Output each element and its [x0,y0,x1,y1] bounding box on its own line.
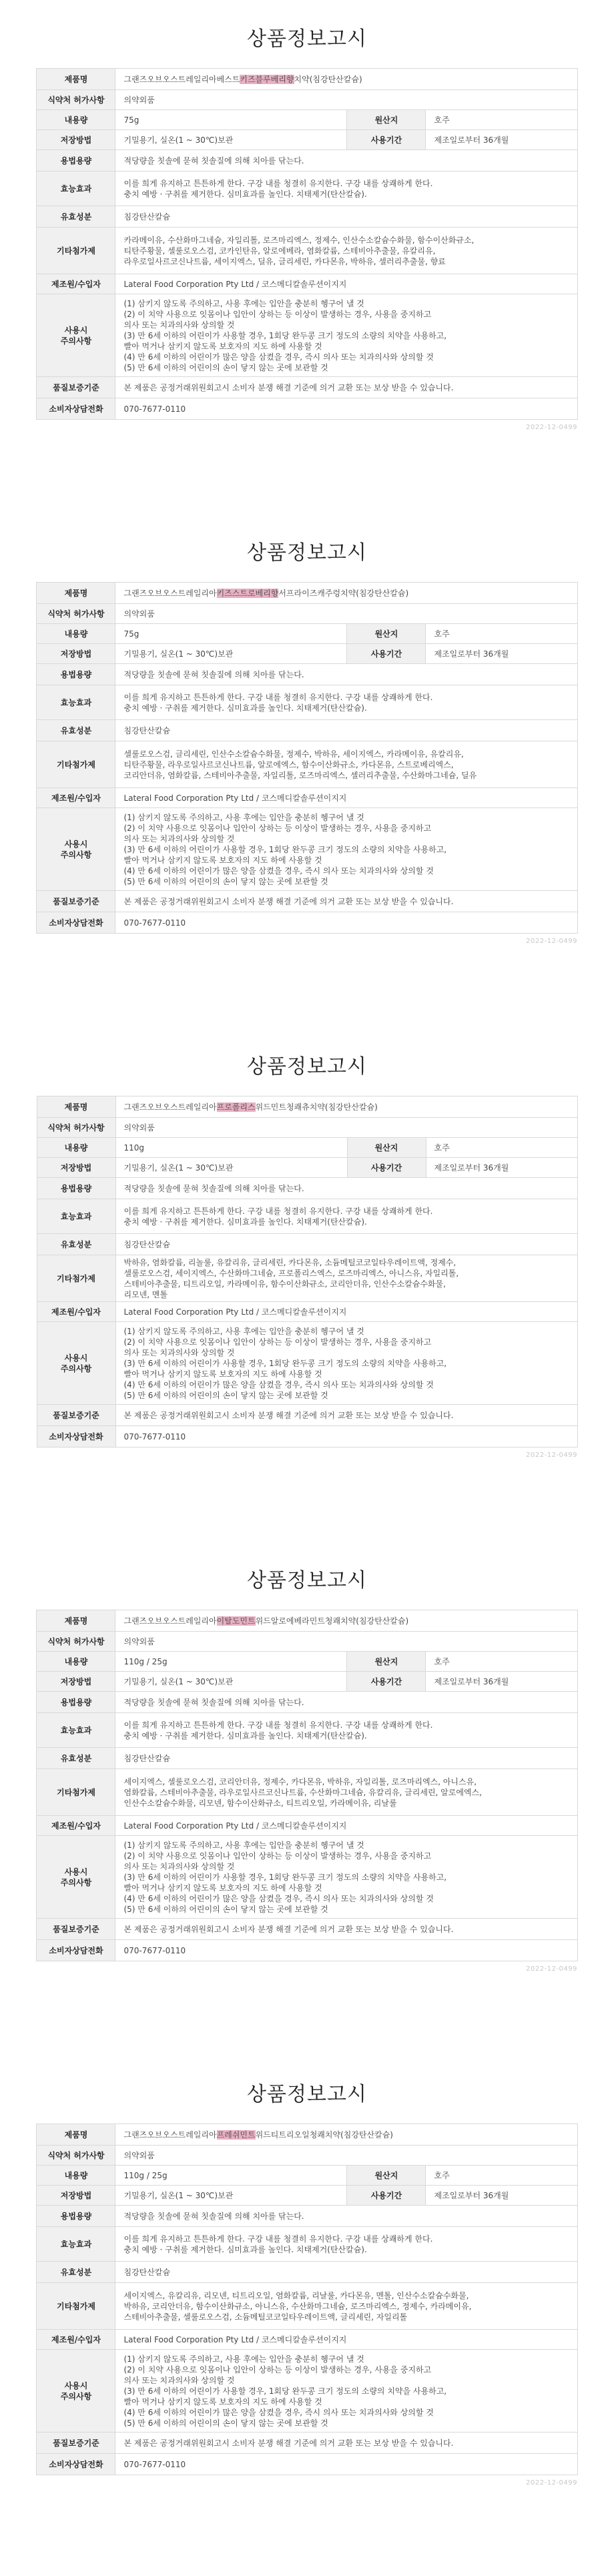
row-volume [37,2166,577,2186]
label-cautions: 사용시 주의사항 [37,1836,115,1919]
label-volume: 내용량 [37,1652,115,1672]
label-volume: 내용량 [37,1138,115,1158]
label-storage: 저장방법 [37,1158,115,1178]
value-expiry: 제조일로부터 36개월 [426,130,577,150]
value-usage: 적당량을 칫솔에 묻혀 칫솔질에 의해 치아를 닦는다. [115,2206,577,2227]
label-active: 유효성분 [37,1748,115,1769]
section-title: 상품정보고시 [247,1569,367,1592]
row-additives [37,1255,577,1302]
label-manufacturer: 제조원/수입자 [37,2330,115,2350]
product-name-highlight: 프레쉬민트 [216,2130,256,2140]
value-origin: 호주 [426,2166,577,2186]
label-origin: 원산지 [347,110,426,130]
value-storage: 기밀용기, 실온(1 ~ 30℃)보관 [115,2186,347,2206]
value-permit: 의약외품 [115,90,577,110]
value-product-name [115,1610,577,1632]
value-usage: 적당량을 칫솔에 묻혀 칫솔질에 의해 치아를 닦는다. [115,1178,577,1199]
row-active [37,206,577,228]
label-product-name: 제품명 [37,1610,115,1632]
value-cautions: (1) 삼키지 않도록 주의하고, 사용 후에는 입안을 충분히 헹구어 낼 것 (2) 이 치약 사용으로 잇몸이나 입안이 상하는 등 이상이 발생하는 경우, 사용을 중지하고 의사 또는 치과의사와 상의할 것 (3) 만 6세 이하의 어린이가 사용할 경우, 1회당 완두콩 크기 정도의 소량의 치약을 사용하고, 빨아 먹거나 삼키지 않도록 보호자의 지도 하에 사용할 것 (4) 만 6세 이하의 어린이가 많은 양을 삼켰을 경우, 즉시 의사 또는 치과의사와 상의할 것 (5) 만 6세 이하의 어린이의 손이 닿지 않는 곳에 보관할 것 [115,808,577,891]
label-consumer: 소비자상담전화 [37,912,115,934]
value-origin: 호주 [426,1652,577,1672]
product-info-table [36,582,577,934]
label-effects: 효능효과 [37,685,115,720]
label-cautions: 사용시 주의사항 [37,294,115,377]
product-name-highlight: 키즈블루베리향 [240,74,294,84]
value-effects: 이를 희게 유지하고 튼튼하게 한다. 구강 내를 청결히 유지한다. 구강 내를 상쾌하게 한다. 충치 예방 · 구취를 제거한다. 심미효과를 높인다. 치태제거(탄산칼슘). [115,1713,577,1748]
value-additives: 세이지엑스, 유칼리유, 리모넨, 티트리오일, 염화칼륨, 리날룰, 카다몬유, 멘톨, 인산수소칼슘수화물, 박하유, 코리안더유, 함수이산화규소, 아니스유, 수산화마그네슘, 로즈마리엑스, 정제수, 카라메이유, 스테비아추출물, 셀룰로오스검, 소듐메틸코코일타우레이트액, 글리세린, 자일리톨 [115,2283,577,2330]
value-permit: 의약외품 [115,2146,577,2166]
product-name-prefix: 그랜즈오브오스트레일리아베스트 [123,74,240,84]
label-expiry: 사용기간 [347,1158,426,1178]
value-product-name [115,2124,577,2146]
product-info-table [36,2124,577,2475]
value-consumer-phone: 070-7677-0110 [115,398,577,420]
value-storage: 기밀용기, 실온(1 ~ 30℃)보관 [115,644,347,664]
row-storage [37,1158,577,1178]
reference-number: 2022-12-0499 [526,2479,577,2487]
product-info-table [37,1096,578,1447]
row-active [37,1234,577,1255]
value-cautions: (1) 삼키지 않도록 주의하고, 사용 후에는 입안을 충분히 헹구어 낼 것 (2) 이 치약 사용으로 잇몸이나 입안이 상하는 등 이상이 발생하는 경우, 사용을 중지하고 의사 또는 치과의사와 상의할 것 (3) 만 6세 이하의 어린이가 사용할 경우, 1회당 완두콩 크기 정도의 소량의 치약을 사용하고, 빨아 먹거나 삼키지 않도록 보호자의 지도 하에 사용할 것 (4) 만 6세 이하의 어린이가 많은 양을 삼켰을 경우, 즉시 의사 또는 치과의사와 상의할 것 (5) 만 6세 이하의 어린이의 손이 닿지 않는 곳에 보관할 것 [115,2350,577,2433]
value-usage: 적당량을 칫솔에 묻혀 칫솔질에 의해 치아를 닦는다. [115,1692,577,1713]
label-effects: 효능효과 [37,1199,115,1234]
product-info-section [0,2055,614,2569]
product-name-highlight: 프로폴리스 [216,1102,256,1112]
row-warranty [37,2433,577,2454]
product-name-suffix: 위드티트리오일청쾌치약(침강탄산칼슘) [255,2130,393,2140]
value-permit: 의약외품 [115,1118,577,1138]
value-effects: 이를 희게 유지하고 튼튼하게 한다. 구강 내를 청결히 유지한다. 구강 내를 상쾌하게 한다. 충치 예방 · 구취를 제거한다. 심미효과를 높인다. 치태제거(탄산칼슘). [115,172,577,206]
value-expiry: 제조일로부터 36개월 [426,644,577,664]
label-permit: 식약처 허가사항 [37,1118,115,1138]
reference-number: 2022-12-0499 [526,424,577,431]
label-product-name: 제품명 [37,69,115,90]
product-info-table [36,1610,577,1961]
reference-number: 2022-12-0499 [526,1965,577,1973]
row-active [37,720,577,741]
label-origin: 원산지 [347,1652,426,1672]
label-usage: 용법용량 [37,664,115,685]
value-storage: 기밀용기, 실온(1 ~ 30℃)보관 [115,1672,347,1692]
label-storage: 저장방법 [37,2186,115,2206]
row-product-name [37,2124,577,2146]
product-name-suffix: 치약(침강탄산칼슘) [294,74,362,84]
row-manufacturer [37,788,577,808]
row-active [37,1748,577,1769]
label-expiry: 사용기간 [347,2186,426,2206]
label-additives: 기타첨가제 [37,228,115,274]
reference-number: 2022-12-0499 [526,938,577,945]
product-info-section [0,1542,614,2055]
value-manufacturer: Lateral Food Corporation Pty Ltd / 코스메디칼솔루션이지지 [115,274,577,294]
row-cautions [37,808,577,891]
row-permit [37,1632,577,1652]
row-warranty [37,1405,577,1426]
label-active: 유효성분 [37,206,115,228]
label-storage: 저장방법 [37,644,115,664]
label-product-name: 제품명 [37,2124,115,2146]
value-volume: 110g [115,1138,347,1158]
value-cautions: (1) 삼키지 않도록 주의하고, 사용 후에는 입안을 충분히 헹구어 낼 것 (2) 이 치약 사용으로 잇몸이나 입안이 상하는 등 이상이 발생하는 경우, 사용을 중지하고 의사 또는 치과의사와 상의할 것 (3) 만 6세 이하의 어린이가 사용할 경우, 1회당 완두콩 크기 정도의 소량의 치약을 사용하고, 빨아 먹거나 삼키지 않도록 보호자의 지도 하에 사용할 것 (4) 만 6세 이하의 어린이가 많은 양을 삼켰을 경우, 즉시 의사 또는 치과의사와 상의할 것 (5) 만 6세 이하의 어린이의 손이 닿지 않는 곳에 보관할 것 [115,1322,577,1405]
row-manufacturer [37,1816,577,1836]
label-consumer: 소비자상담전화 [37,2454,115,2475]
value-warranty: 본 제품은 공정거래위원회고시 소비자 분쟁 해결 기준에 의거 교환 또는 보상 받을 수 있습니다. [115,377,577,398]
label-warranty: 품질보증기준 [37,1405,115,1426]
label-storage: 저장방법 [37,130,115,150]
row-usage [37,150,577,172]
product-name-prefix: 그랜즈오브오스트레일리아 [123,588,217,598]
label-effects: 효능효과 [37,172,115,206]
product-name-highlight: 키즈스트로베리향 [216,588,279,598]
label-active: 유효성분 [37,720,115,741]
label-manufacturer: 제조원/수입자 [37,1302,115,1322]
row-additives [37,1769,577,1816]
value-storage: 기밀용기, 실온(1 ~ 30℃)보관 [115,130,347,150]
section-title: 상품정보고시 [247,541,367,565]
row-permit [37,2146,577,2166]
label-warranty: 품질보증기준 [37,1919,115,1940]
label-additives: 기타첨가제 [37,1255,115,1302]
product-name-prefix: 그랜즈오브오스트레일리아 [123,2130,217,2140]
label-consumer: 소비자상담전화 [37,1426,115,1447]
label-consumer: 소비자상담전화 [37,398,115,420]
value-expiry: 제조일로부터 36개월 [426,1158,577,1178]
value-cautions: (1) 삼키지 않도록 주의하고, 사용 후에는 입안을 충분히 헹구어 낼 것 (2) 이 치약 사용으로 잇몸이나 입안이 상하는 등 이상이 발생하는 경우, 사용을 중지하고 의사 또는 치과의사와 상의할 것 (3) 만 6세 이하의 어린이가 사용할 경우, 1회당 완두콩 크기 정도의 소량의 치약을 사용하고, 빨아 먹거나 삼키지 않도록 보호자의 지도 하에 사용할 것 (4) 만 6세 이하의 어린이가 많은 양을 삼켰을 경우, 즉시 의사 또는 치과의사와 상의할 것 (5) 만 6세 이하의 어린이의 손이 닿지 않는 곳에 보관할 것 [115,1836,577,1919]
row-usage [37,664,577,685]
value-additives: 박하유, 염화칼륨, 리놀룰, 유칼리유, 글리세린, 카다몬유, 소듐메틸코코일타우레이트액, 정제수, 셀룰로오스검, 세이지엑스, 수산화마그네슘, 프로폴리스엑스, 로즈마리엑스, 아니스유, 자일리톨, 스테비아추출물, 티트리오일, 카라메이유, 함수이산화규소, 코리안더유, 인산수소칼슘수화물, 리모넨, 멘톨 [115,1255,577,1302]
row-effects [37,2227,577,2262]
label-warranty: 품질보증기준 [37,2433,115,2454]
value-origin: 호주 [426,110,577,130]
value-active: 침강탄산칼슘 [115,206,577,228]
label-origin: 원산지 [347,1138,426,1158]
product-name-suffix: 서프라이즈캐주렁치약(침강탄산칼슘) [278,588,409,598]
row-permit [37,90,577,110]
row-volume [37,110,577,130]
value-active: 침강탄산칼슘 [115,2262,577,2283]
label-warranty: 품질보증기준 [37,891,115,912]
product-info-section [0,514,614,1028]
row-effects [37,1199,577,1234]
value-cautions: (1) 삼키지 않도록 주의하고, 사용 후에는 입안을 충분히 헹구어 낼 것 (2) 이 치약 사용으로 잇몸이나 입안이 상하는 등 이상이 발생하는 경우, 사용을 중지하고 의사 또는 치과의사와 상의할 것 (3) 만 6세 이하의 어린이가 사용할 경우, 1회당 완두콩 크기 정도의 소량의 치약을 사용하고, 빨아 먹거나 삼키지 않도록 보호자의 지도 하에 사용할 것 (4) 만 6세 이하의 어린이가 많은 양을 삼켰을 경우, 즉시 의사 또는 치과의사와 상의할 것 (5) 만 6세 이하의 어린이의 손이 닿지 않는 곳에 보관할 것 [115,294,577,377]
value-warranty: 본 제품은 공정거래위원회고시 소비자 분쟁 해결 기준에 의거 교환 또는 보상 받을 수 있습니다. [115,891,577,912]
value-manufacturer: Lateral Food Corporation Pty Ltd / 코스메디칼솔루션이지지 [115,1302,577,1322]
label-usage: 용법용량 [37,150,115,172]
row-warranty [37,891,577,912]
label-volume: 내용량 [37,2166,115,2186]
row-effects [37,172,577,206]
row-active [37,2262,577,2283]
label-volume: 내용량 [37,110,115,130]
section-title: 상품정보고시 [247,27,367,51]
row-product-name [37,1096,577,1118]
section-title: 상품정보고시 [247,1055,367,1078]
row-usage [37,1692,577,1713]
product-info-section [0,1028,614,1542]
value-product-name [115,1096,577,1118]
label-expiry: 사용기간 [347,644,426,664]
row-volume [37,1138,577,1158]
row-storage [37,644,577,664]
row-manufacturer [37,1302,577,1322]
product-name-prefix: 그랜즈오브오스트레일리아 [123,1102,217,1112]
row-effects [37,685,577,720]
value-manufacturer: Lateral Food Corporation Pty Ltd / 코스메디칼솔루션이지지 [115,788,577,808]
value-additives: 세이지엑스, 셀룰로오스검, 코리안더유, 정제수, 카다몬유, 박하유, 자일리톨, 로즈마리엑스, 아니스유, 염화칼륨, 스테비아추출물, 라우로일사르코신나트륨, 수산화마그네슘, 유칼리유, 글리세린, 알로에엑스, 인산수소칼슘수화물, 리모넨, 함수이산화규소, 티트리오일, 카라메이유, 리날룰 [115,1769,577,1816]
label-additives: 기타첨가제 [37,2283,115,2330]
label-cautions: 사용시 주의사항 [37,808,115,891]
value-origin: 호주 [426,1138,577,1158]
reference-number: 2022-12-0499 [526,1452,577,1459]
label-permit: 식약처 허가사항 [37,90,115,110]
label-storage: 저장방법 [37,1672,115,1692]
row-product-name [37,1610,577,1632]
label-effects: 효능효과 [37,2227,115,2262]
row-storage [37,2186,577,2206]
label-additives: 기타첨가제 [37,1769,115,1816]
value-volume: 75g [115,110,347,130]
value-expiry: 제조일로부터 36개월 [426,1672,577,1692]
row-volume [37,624,577,644]
row-warranty [37,377,577,398]
label-permit: 식약처 허가사항 [37,604,115,624]
label-effects: 효능효과 [37,1713,115,1748]
value-product-name [115,583,577,604]
value-additives: 카라메이유, 수산화마그네슘, 자일리톨, 로즈마리엑스, 정제수, 인산수소칼슘수화물, 함수이산화규소, 티탄주황물, 셀룰로오스검, 코카인탄유, 알로에베라, 염화칼륨, 스테비아추출물, 유칼리유, 라우로일사르코신나트륨, 세이지엑스, 딜유, 글리세린, 카다몬유, 박하유, 셀러리추출물, 향료 [115,228,577,274]
value-warranty: 본 제품은 공정거래위원회고시 소비자 분쟁 해결 기준에 의거 교환 또는 보상 받을 수 있습니다. [115,1919,577,1940]
label-manufacturer: 제조원/수입자 [37,274,115,294]
row-consumer [37,1426,577,1447]
value-active: 침강탄산칼슘 [115,720,577,741]
row-product-name [37,583,577,604]
row-consumer [37,398,577,420]
label-manufacturer: 제조원/수입자 [37,788,115,808]
row-storage [37,1672,577,1692]
value-permit: 의약외품 [115,1632,577,1652]
row-additives [37,741,577,788]
row-additives [37,2283,577,2330]
value-volume: 75g [115,624,347,644]
value-origin: 호주 [426,624,577,644]
value-consumer-phone: 070-7677-0110 [115,1940,577,1961]
value-active: 침강탄산칼슘 [115,1234,577,1255]
label-consumer: 소비자상담전화 [37,1940,115,1961]
row-consumer [37,2454,577,2475]
value-consumer-phone: 070-7677-0110 [115,1426,577,1447]
row-cautions [37,1322,577,1405]
value-warranty: 본 제품은 공정거래위원회고시 소비자 분쟁 해결 기준에 의거 교환 또는 보상 받을 수 있습니다. [115,2433,577,2454]
row-consumer [37,1940,577,1961]
value-product-name [115,69,577,90]
value-usage: 적당량을 칫솔에 묻혀 칫솔질에 의해 치아를 닦는다. [115,664,577,685]
value-active: 침강탄산칼슘 [115,1748,577,1769]
product-name-suffix: 위드민트청쾌츄치약(침강탄산칼슘) [255,1102,378,1112]
label-product-name: 제품명 [37,583,115,604]
label-cautions: 사용시 주의사항 [37,1322,115,1405]
label-permit: 식약처 허가사항 [37,1632,115,1652]
row-cautions [37,294,577,377]
value-effects: 이를 희게 유지하고 튼튼하게 한다. 구강 내를 청결히 유지한다. 구강 내를 상쾌하게 한다. 충치 예방 · 구취를 제거한다. 심미효과를 높인다. 치태제거(탄산칼슘). [115,1199,577,1234]
row-volume [37,1652,577,1672]
label-expiry: 사용기간 [347,130,426,150]
value-additives: 셀룰로오스검, 글리세린, 인산수소칼슘수화물, 정제수, 박하유, 세이지엑스, 카라메이유, 유칼리유, 티탄주황물, 라우로일사르코신나트륨, 알로에엑스, 함수이산화규소, 카다몬유, 스트로베리엑스, 코리안더유, 염화칼륨, 스테비아추출물, 자일리톨, 로즈마리엑스, 셀러리추출물, 수산화마그네슘, 딜유 [115,741,577,788]
row-usage [37,2206,577,2227]
value-effects: 이를 희게 유지하고 튼튼하게 한다. 구강 내를 청결히 유지한다. 구강 내를 상쾌하게 한다. 충치 예방 · 구취를 제거한다. 심미효과를 높인다. 치태제거(탄산칼슘). [115,685,577,720]
label-product-name: 제품명 [37,1096,115,1118]
row-cautions [37,1836,577,1919]
label-manufacturer: 제조원/수입자 [37,1816,115,1836]
section-title: 상품정보고시 [247,2083,367,2106]
product-name-highlight: 이탈도민트 [216,1616,256,1626]
value-usage: 적당량을 칫솔에 묻혀 칫솔질에 의해 치아를 닦는다. [115,150,577,172]
row-manufacturer [37,2330,577,2350]
label-origin: 원산지 [347,2166,426,2186]
label-warranty: 품질보증기준 [37,377,115,398]
row-additives [37,228,577,274]
label-usage: 용법용량 [37,2206,115,2227]
row-usage [37,1178,577,1199]
row-cautions [37,2350,577,2433]
label-additives: 기타첨가제 [37,741,115,788]
row-manufacturer [37,274,577,294]
label-origin: 원산지 [347,624,426,644]
value-volume: 110g / 25g [115,2166,347,2186]
value-manufacturer: Lateral Food Corporation Pty Ltd / 코스메디칼솔루션이지지 [115,1816,577,1836]
label-expiry: 사용기간 [347,1672,426,1692]
label-volume: 내용량 [37,624,115,644]
value-storage: 기밀용기, 실온(1 ~ 30℃)보관 [115,1158,347,1178]
row-consumer [37,912,577,934]
label-active: 유효성분 [37,1234,115,1255]
row-permit [37,1118,577,1138]
label-permit: 식약처 허가사항 [37,2146,115,2166]
product-info-section [0,0,614,514]
value-expiry: 제조일로부터 36개월 [426,2186,577,2206]
product-name-suffix: 위드알로에베라민트청쾌치약(침강탄산칼슘) [255,1616,409,1626]
row-product-name [37,69,577,90]
value-effects: 이를 희게 유지하고 튼튼하게 한다. 구강 내를 청결히 유지한다. 구강 내를 상쾌하게 한다. 충치 예방 · 구취를 제거한다. 심미효과를 높인다. 치태제거(탄산칼슘). [115,2227,577,2262]
value-warranty: 본 제품은 공정거래위원회고시 소비자 분쟁 해결 기준에 의거 교환 또는 보상 받을 수 있습니다. [115,1405,577,1426]
value-permit: 의약외품 [115,604,577,624]
row-storage [37,130,577,150]
value-manufacturer: Lateral Food Corporation Pty Ltd / 코스메디칼솔루션이지지 [115,2330,577,2350]
value-volume: 110g / 25g [115,1652,347,1672]
label-usage: 용법용량 [37,1178,115,1199]
row-warranty [37,1919,577,1940]
label-cautions: 사용시 주의사항 [37,2350,115,2433]
product-name-prefix: 그랜즈오브오스트레일리아 [123,1616,217,1626]
label-usage: 용법용량 [37,1692,115,1713]
label-active: 유효성분 [37,2262,115,2283]
row-permit [37,604,577,624]
value-consumer-phone: 070-7677-0110 [115,2454,577,2475]
product-info-table [36,68,577,420]
value-consumer-phone: 070-7677-0110 [115,912,577,934]
row-effects [37,1713,577,1748]
